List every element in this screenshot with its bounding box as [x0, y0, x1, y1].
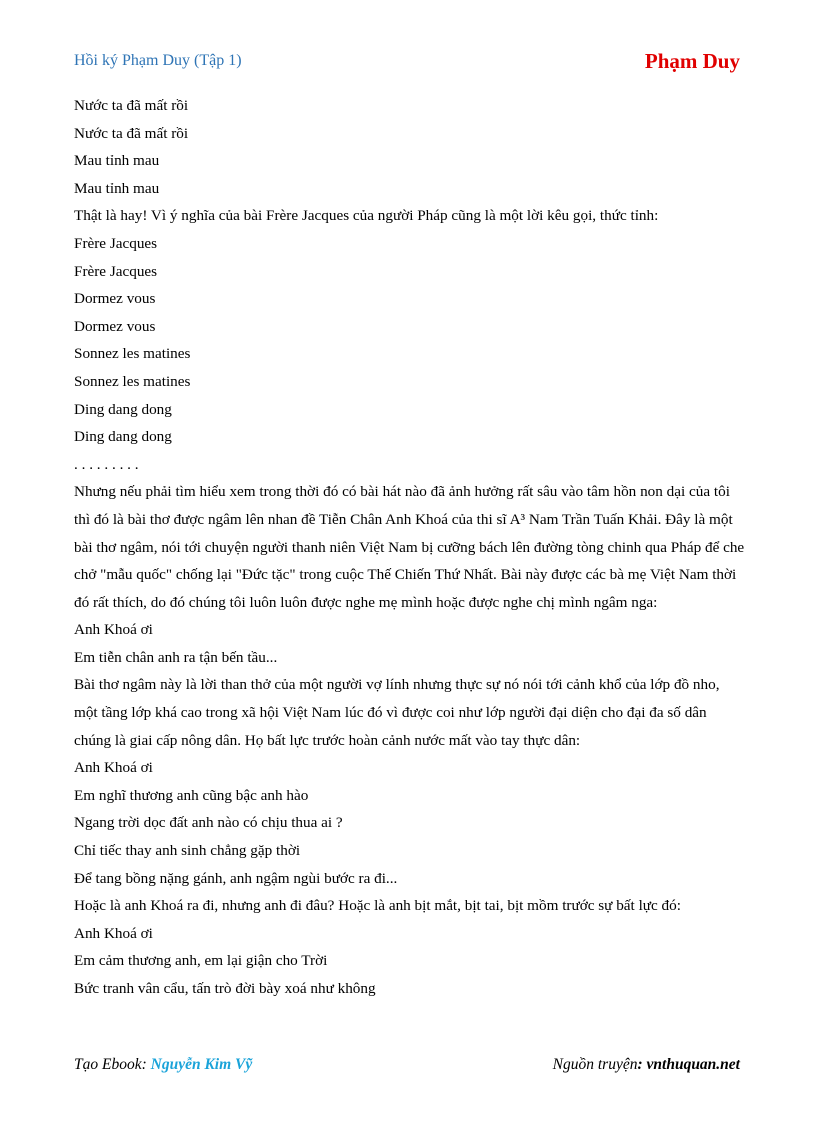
- body-paragraph: Bài thơ ngâm này là lời than thở của một người vợ lính nhưng thực sự nó nói tới cảnh khổ của lớp đồ nho, một tầng lớp khá cao trong xã hội Việt Nam lúc đó vì được coi như lớp người đại diện cho đại đa số dân chúng là giai cấp nông dân. Họ bất lực trước hoàn cảnh nước mất vào tay thực dân:: [74, 676, 720, 749]
- ebook-credit: [74, 1055, 252, 1075]
- author-name: Phạm Duy: [644, 49, 740, 73]
- body-paragraph: Nhưng nếu phải tìm hiểu xem trong thời đó có bài hát nào đã ảnh hưởng rất sâu vào tâm hồn non dại của tôi thì đó là bài thơ được ngâm lên nhan đề Tiễn Chân Anh Khoá của thi sĩ A³ Nam Trần Tuấn Khải. Đây là một bài thơ ngâm, nói tới chuyện người thanh niên Việt Nam bị cưỡng bách lên đường tòng chinh qua Pháp để che chở "mẫu quốc" chống lại "Đức tặc" trong cuộc Thế Chiến Thứ Nhất. Bài này được các bà mẹ Việt Nam thời đó rất thích, do đó chúng tôi luôn luôn được nghe mẹ mình hoặc được nghe chị mình ngâm nga:: [74, 483, 745, 611]
- source-site: vnthuquan.net: [646, 1056, 740, 1073]
- body-paragraph: Anh Khoá ơi: [74, 621, 153, 639]
- body-paragraph: Ngang trời dọc đất anh nào có chịu thua ai ?: [74, 814, 343, 832]
- body-paragraph: . . . . . . . . .: [74, 455, 139, 473]
- body-paragraph: Anh Khoá ơi: [74, 924, 153, 942]
- body-paragraph: Sonnez les matines: [74, 372, 191, 390]
- body-paragraph: Hoặc là anh Khoá ra đi, nhưng anh đi đâu? Hoặc là anh bịt mắt, bịt tai, bịt mồm trước sự bất lực đó:: [74, 897, 681, 915]
- body-paragraph: Em tiễn chân anh ra tận bến tầu...: [74, 648, 278, 666]
- body-paragraph: Ding dang dong: [74, 428, 172, 446]
- body-paragraph: Bức tranh vân cẩu, tấn trò đời bày xoá như không: [74, 980, 376, 997]
- ebook-colon: :: [141, 1056, 151, 1073]
- body-paragraph: Để tang bồng nặng gánh, anh ngậm ngùi bước ra đi...: [74, 869, 398, 887]
- body-paragraph: Nước ta đã mất rồi: [74, 124, 189, 142]
- body-paragraph: Thật là hay! Vì ý nghĩa của bài Frère Jacques của người Pháp cũng là một lời kêu gọi, thức tỉnh:: [74, 207, 659, 225]
- source-label: Nguồn truyện: [552, 1056, 638, 1073]
- body-paragraph: Em cảm thương anh, em lại giận cho Trời: [74, 952, 328, 970]
- body-paragraph: Dormez vous: [74, 317, 156, 335]
- body-paragraph: Anh Khoá ơi: [74, 759, 153, 777]
- body-paragraph: Frère Jacques: [74, 234, 158, 252]
- ebook-creator: Nguyễn Kim Vỹ: [150, 1056, 253, 1073]
- body-paragraph: Sonnez les matines: [74, 345, 191, 363]
- body-paragraph: Nước ta đã mất rồi: [74, 97, 189, 114]
- book-title: Hồi ký Phạm Duy (Tập 1): [74, 52, 242, 69]
- source-credit: [553, 1055, 740, 1075]
- body-paragraph: Em nghĩ thương anh cũng bậc anh hào: [74, 786, 309, 804]
- body-paragraph: Mau tỉnh mau: [74, 152, 160, 170]
- body-paragraph: Chỉ tiếc thay anh sinh chẳng gặp thời: [74, 842, 301, 860]
- body-paragraph: Dormez vous: [74, 290, 156, 308]
- source-colon: :: [637, 1056, 647, 1073]
- body-paragraph: Ding dang dong: [74, 400, 172, 418]
- body-paragraph: Mau tỉnh mau: [74, 179, 160, 197]
- body-paragraph: Frère Jacques: [74, 262, 158, 280]
- ebook-label: Tạo Ebook: [74, 1056, 142, 1073]
- page-body: [74, 92, 746, 1003]
